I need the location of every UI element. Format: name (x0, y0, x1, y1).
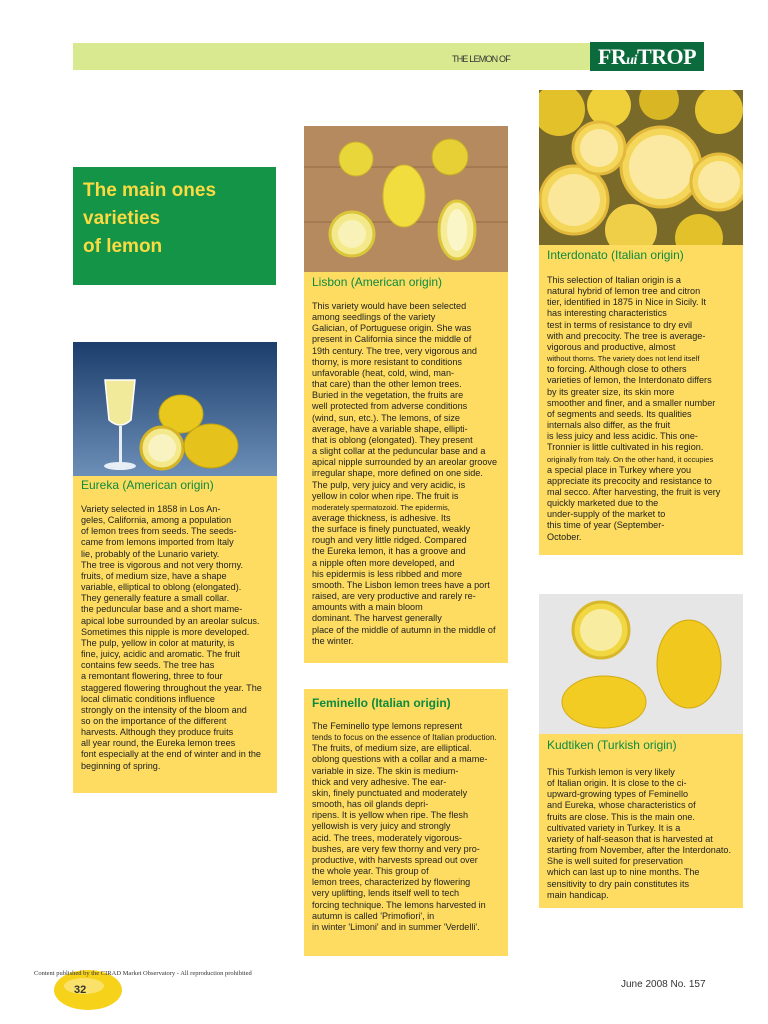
text-line: Sometimes this nipple is more developed. (81, 626, 250, 637)
text-line: mal secco. After harvesting, the fruit is very (547, 486, 721, 497)
text-line: all year round, the Eureka lemon trees (81, 738, 236, 749)
page-title (83, 177, 273, 261)
logo-part-3: TROP (636, 44, 697, 69)
text-line: skin, finely punctuated and moderately (312, 787, 468, 798)
text-line: of segments and seeds. Its qualities (547, 408, 692, 419)
text-line: that care) than the other lemon trees. (312, 379, 462, 390)
text-line: amounts with a main bloom (312, 602, 423, 613)
text-line: of lemon trees from seeds. The seeds- (81, 526, 237, 537)
text-line: The Feminello type lemons represent (312, 721, 463, 731)
section-eureka (73, 476, 277, 793)
text-line: and Eureka, whose characteristics of (547, 800, 696, 811)
text-line: irregular shape, more defined on one side. (312, 468, 483, 479)
text-line: dominant. The harvest generally (312, 613, 442, 624)
text-line: this time of year (September- (547, 520, 665, 531)
text-line: his epidermis is less ribbed and more (312, 568, 463, 579)
text-line: fine, juicy, acidic and aromatic. The fruit (81, 649, 240, 660)
text-line: main handicap. (547, 889, 609, 900)
text-line: the Eureka lemon, it has a groove and (312, 546, 466, 557)
text-line: came from lemons imported from Italy (81, 537, 234, 548)
text-line: variety of half-season that is harvested at (547, 833, 713, 844)
text-line: She is well suited for preservation (547, 856, 683, 867)
page-number: 32 (74, 984, 87, 996)
text-line: forcing technique. The lemons harvested in (312, 899, 486, 910)
text-line: They generally feature a small collar. (81, 593, 230, 604)
text-line: so on the importance of the different (81, 715, 227, 726)
text-line: This selection of Italian origin is a (547, 275, 681, 285)
section-body (547, 275, 720, 543)
text-line: in winter 'Limoni' and in summer 'Verdelli'. (312, 921, 480, 932)
text-line: has interesting characteristics (547, 308, 667, 319)
text-line: internals also differ, as the fruit (547, 420, 671, 431)
photo-lisbon (304, 126, 508, 272)
section-kudtiken (539, 734, 743, 908)
section-lisbon (304, 272, 508, 663)
text-line: without thorns. The variety does not lend itself (547, 354, 700, 364)
photo-kudtiken (539, 594, 743, 734)
text-line: autumn is called 'Primofiori', in (312, 910, 435, 921)
text-line: a slight collar at the peduncular base and a (312, 446, 486, 457)
title-line: varieties (83, 208, 161, 229)
section-interdonato (539, 245, 743, 555)
text-line: strongly on the intensity of the bloom and (81, 704, 247, 715)
title-box (73, 167, 276, 285)
section-heading: Kudtiken (Turkish origin) (547, 738, 677, 752)
text-line: yellow in color when ripe. The fruit is (312, 490, 459, 501)
logo-part-2: ui (626, 53, 637, 68)
text-line: raised, are very productive and rarely re- (312, 591, 476, 602)
title-line: of lemon (83, 236, 163, 257)
issue-info: June 2008 No. 157 (621, 979, 706, 990)
text-line: font especially at the end of winter and in the (81, 749, 261, 760)
text-line: under-supply of the market to (547, 509, 666, 520)
text-line: The pulp, very juicy and very acidic, is (312, 479, 466, 490)
text-line: Tronnier is little cultivated in his region. (547, 442, 704, 453)
section-body (547, 767, 731, 901)
text-line: originally from Italy. On the other hand, it occupies (547, 454, 714, 464)
text-line: Galician, of Portuguese origin. She was (312, 323, 472, 334)
text-line: the peduncular base and a short mame- (81, 604, 243, 615)
section-heading: Feminello (Italian origin) (312, 696, 451, 710)
text-line: apical lobe surrounded by an areolar sulcus. (81, 615, 260, 626)
text-line: quickly marketed due to the (547, 498, 659, 509)
text-line: a remontant flowering, three to four (81, 671, 223, 682)
text-line: local climatic conditions influence (81, 693, 215, 704)
text-line: tends to focus on the essence of Italian production. (312, 733, 497, 743)
section-body (312, 721, 497, 933)
text-line: lie, probably of the Lunario variety. (81, 548, 220, 559)
copyright-note: Content published by the CIRAD Market Observatory - All reproduction prohibited (34, 970, 252, 977)
text-line: thick and very adhesive. The ear- (312, 776, 447, 787)
text-line: which can last up to nine months. The (547, 867, 700, 878)
text-line: beginning of spring. (81, 760, 161, 771)
text-line: vigorous and productive, almost (547, 341, 676, 352)
logo-part-1: FR (597, 44, 627, 69)
text-line: fruits are close. This is the main one. (547, 811, 695, 822)
section-body (81, 504, 262, 772)
text-line: (wind, sun, etc.). The lemons, of size (312, 412, 460, 423)
text-line: ripens. It is yellow when ripe. The flesh (312, 810, 469, 821)
text-line: that is oblong (elongated). They present (312, 434, 473, 445)
text-line: bushes, are very few thorny and very pro- (312, 843, 480, 854)
section-feminello (304, 689, 508, 956)
text-line: sensitivity to dry pain constitutes its (547, 878, 690, 889)
text-line: geles, California, among a population (81, 515, 232, 526)
text-line: thorny, is more resistant to conditions (312, 356, 462, 367)
text-line: contains few seeds. The tree has (81, 660, 215, 671)
text-line: acid. The trees, moderately vigorous- (312, 832, 462, 843)
title-line: The main ones (83, 180, 217, 201)
text-line: very uplifting, lends itself well to tech (312, 888, 460, 899)
text-line: unfavorable (heat, cold, wind, man- (312, 367, 455, 378)
text-line: lemon trees, characterized by flowering (312, 877, 471, 888)
text-line: present in California since the middle of (312, 334, 472, 345)
text-line: 19th century. The tree, very vigorous and (312, 345, 477, 356)
text-line: test in terms of resistance to dry evil (547, 319, 693, 330)
text-line: starting from November, after the Interdonato. (547, 845, 731, 856)
text-line: staggered flowering throughout the year. The (81, 682, 262, 693)
text-line: This variety would have been selected (312, 301, 467, 311)
text-line: average, have a variable shape, ellipti- (312, 423, 468, 434)
section-body (312, 301, 497, 647)
text-line: harvests. Although they produce fruits (81, 727, 234, 738)
text-line: smooth. The Lisbon lemon trees have a port (312, 579, 490, 590)
text-line: The tree is vigorous and not very thorny. (81, 559, 244, 570)
text-line: natural hybrid of lemon tree and citron (547, 286, 701, 297)
text-line: productive, with harvests spread out over (312, 854, 478, 865)
photo-interdonato (539, 90, 743, 245)
text-line: yellowish is very juicy and strongly (312, 821, 451, 832)
text-line: a nipple often more developed, and (312, 557, 455, 568)
lemon-slices-image (539, 90, 743, 245)
text-line: of Italian origin. It is close to the ci- (547, 778, 687, 789)
section-heading: Interdonato (Italian origin) (547, 248, 684, 262)
text-line: with and precocity. The tree is average- (547, 330, 706, 341)
text-line: by its greater size, its skin more (547, 386, 675, 397)
text-line: fruits, of medium size, have a shape (81, 570, 227, 581)
text-line: well protected from adverse conditions (312, 401, 468, 412)
text-line: Buried in the vegetation, the fruits are (312, 390, 464, 401)
text-line: the whole year. This group of (312, 866, 429, 877)
running-title: THE LEMON OF (452, 54, 510, 64)
text-line: tier, identified in 1875 in Nice in Sicily. It (547, 297, 707, 308)
photo-eureka (73, 342, 277, 476)
text-line: The pulp, yellow in color at maturity, is (81, 637, 235, 648)
text-line: smoother and finer, and a smaller number (547, 397, 716, 408)
text-line: moderately spermatozoid. The epidermis, (312, 502, 450, 512)
text-line: Variety selected in 1858 in Los An- (81, 504, 221, 514)
text-line: smooth, has oil glands depri- (312, 799, 429, 810)
text-line: the winter. (312, 635, 354, 646)
text-line: the surface is finely punctuated, weakly (312, 524, 471, 535)
lemons-on-wood-image (304, 126, 508, 272)
text-line: apical nipple surrounded by an areolar groove (312, 457, 498, 468)
text-line: appreciate its precocity and resistance to (547, 475, 712, 486)
text-line: a special place in Turkey where you (547, 464, 692, 475)
text-line: The fruits, of medium size, are elliptical. (312, 743, 472, 754)
text-line: upward-growing types of Feminello (547, 789, 689, 800)
section-heading: Eureka (American origin) (81, 478, 214, 492)
text-line: cultivated variety in Turkey. It is a (547, 822, 681, 833)
text-line: varieties of lemon, the Interdonato differs (547, 375, 712, 386)
text-line: among seedlings of the variety (312, 312, 436, 323)
text-line: average thickness, is adhesive. Its (312, 512, 451, 523)
text-line: October. (547, 531, 582, 542)
text-line: variable in size. The skin is medium- (312, 765, 459, 776)
text-line: oblong questions with a collar and a mame- (312, 754, 488, 765)
text-line: rough and very little ridged. Compared (312, 535, 467, 546)
section-heading: Lisbon (American origin) (312, 275, 443, 289)
text-line: is less juicy and less acidic. This one- (547, 431, 698, 442)
text-line: variable, elliptical to oblong (elongated). (81, 582, 242, 593)
lemonade-and-lemons-image (73, 342, 277, 476)
text-line: place of the middle of autumn in the middle of (312, 624, 496, 635)
fruitrop-logo (590, 42, 704, 71)
text-line: This Turkish lemon is very likely (547, 767, 675, 777)
text-line: to forcing. Although close to others (547, 364, 687, 375)
kudtiken-lemons-image (539, 594, 743, 734)
